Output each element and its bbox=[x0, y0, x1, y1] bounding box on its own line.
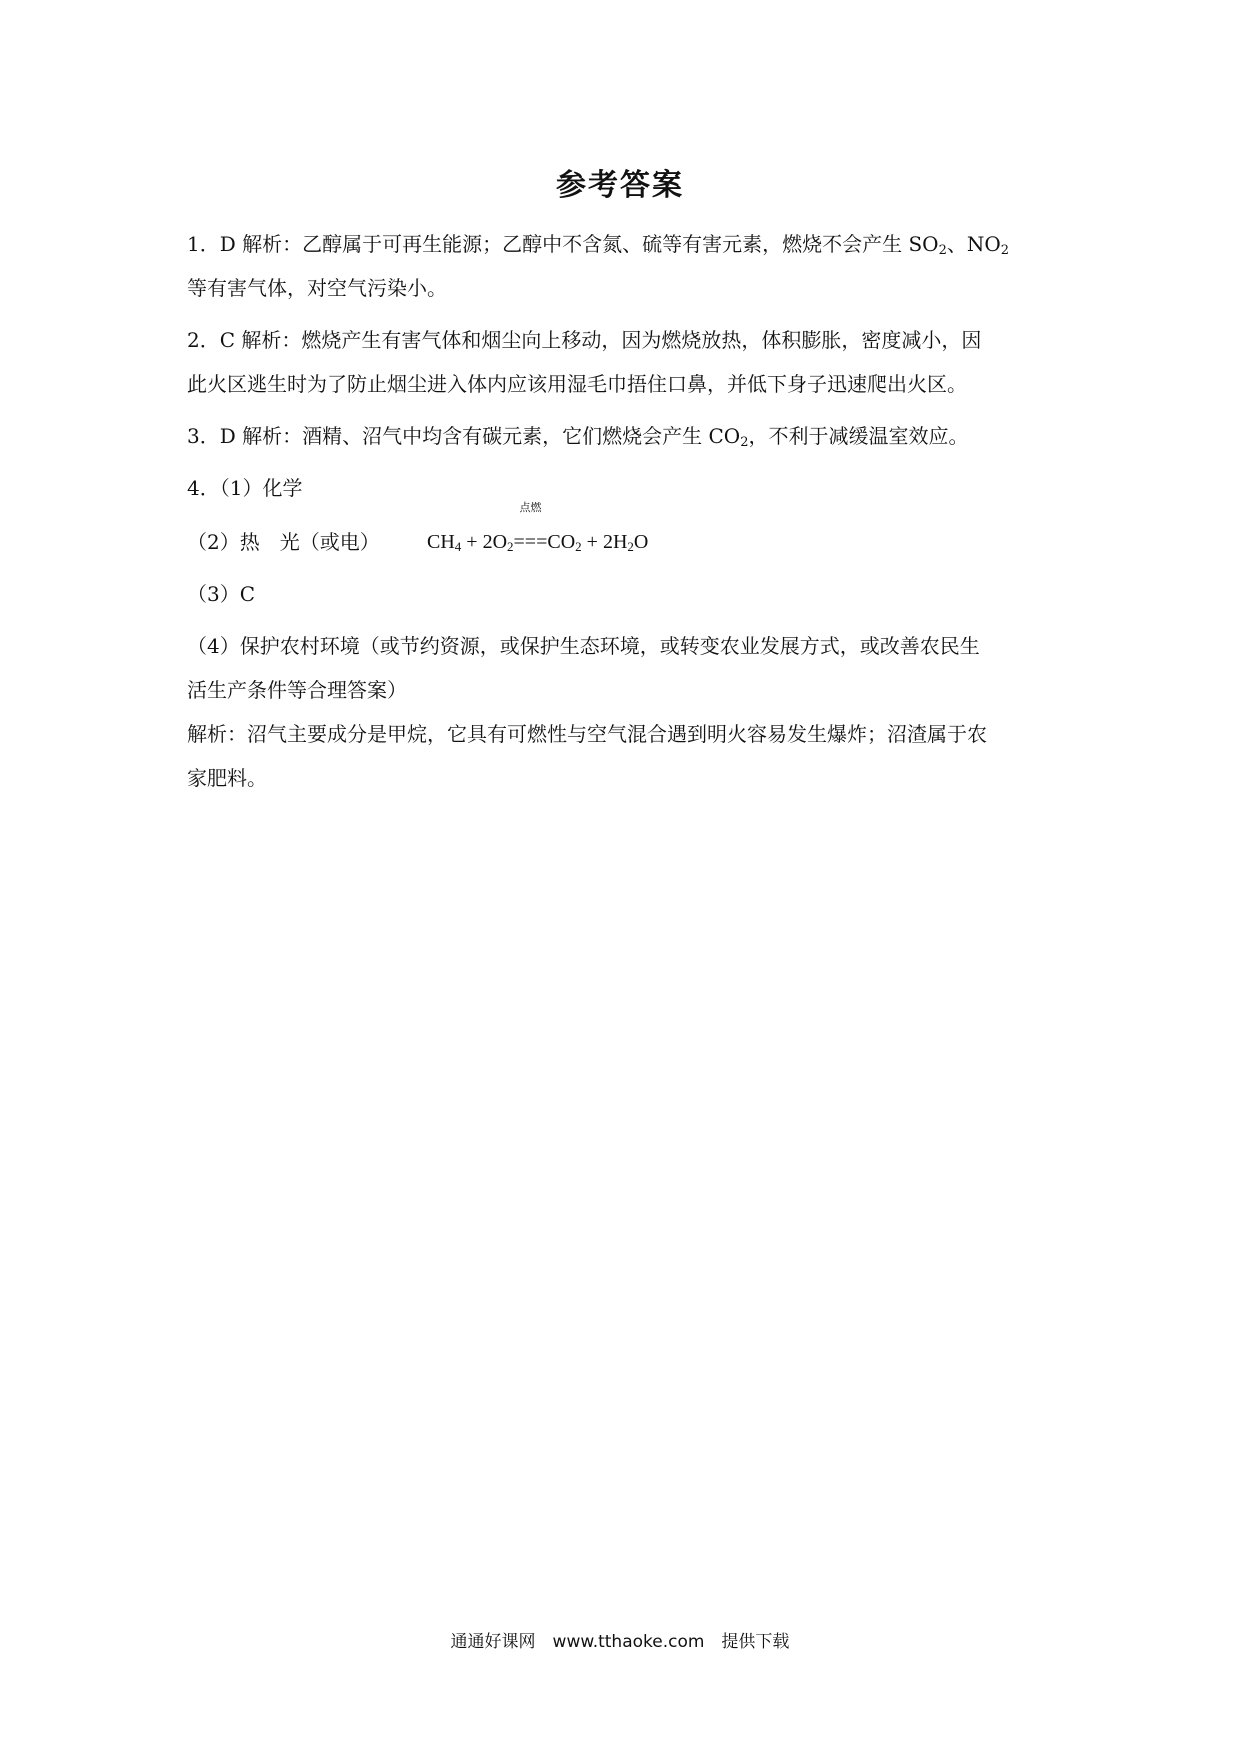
analysis-line1: 解析：沼气主要成分是甲烷，它具有可燃性与空气混合遇到明火容易发生爆炸；沼渣属于农 bbox=[187, 722, 987, 746]
answer-1 bbox=[187, 222, 1057, 310]
analysis-line2: 家肥料。 bbox=[187, 766, 267, 790]
answer-content bbox=[187, 222, 1057, 800]
chemical-equation bbox=[427, 501, 649, 564]
subscript: 2 bbox=[575, 539, 582, 554]
answer-4-part-4-line2: 活生产条件等合理答案） bbox=[187, 678, 407, 702]
eq-term: CH bbox=[427, 531, 455, 553]
answer-4-part-2 bbox=[187, 501, 1057, 564]
subscript: 2 bbox=[627, 539, 634, 554]
subscript: 2 bbox=[1000, 243, 1010, 258]
answer-4-part-4 bbox=[187, 624, 1057, 712]
answer-2-line2: 此火区逃生时为了防止烟尘进入体内应该用湿毛巾捂住口鼻，并低下身子迅速爬出火区。 bbox=[187, 372, 967, 396]
subscript: 2 bbox=[740, 435, 749, 450]
answer-1-text: 1．D 解析：乙醇属于可再生能源；乙醇中不含氮、硫等有害元素，燃烧不会产生 SO bbox=[187, 232, 939, 256]
answer-3 bbox=[187, 414, 1057, 458]
answer-1-line2: 等有害气体，对空气污染小。 bbox=[187, 276, 447, 300]
subscript: 4 bbox=[454, 539, 462, 554]
eq-term: + 2O bbox=[461, 531, 508, 553]
page-title: 参考答案 bbox=[556, 168, 684, 203]
answer-4-part-2-label: （2）热 光（或电） bbox=[187, 530, 380, 554]
eq-term: CO bbox=[547, 531, 576, 553]
equals-arrow: === bbox=[513, 531, 548, 553]
answer-2 bbox=[187, 318, 1057, 406]
answer-2-line1: 2．C 解析：燃烧产生有害气体和烟尘向上移动，因为燃烧放热，体积膨胀，密度减小，因 bbox=[187, 328, 982, 352]
answer-4-analysis bbox=[187, 712, 1057, 800]
eq-term: O bbox=[633, 531, 649, 553]
answer-3-text-cont: ，不利于减缓温室效应。 bbox=[748, 424, 969, 448]
reaction-condition: 点燃 bbox=[519, 501, 542, 514]
answer-4-part-1: 4．（1）化学 bbox=[187, 476, 303, 500]
eq-term: + 2H bbox=[581, 531, 628, 553]
page-footer: 通通好课网 www.tthaoke.com 提供下载 bbox=[450, 1632, 790, 1652]
answer-4-part-3: （3）C bbox=[187, 582, 256, 606]
subscript: 2 bbox=[938, 243, 947, 258]
reaction-arrow bbox=[513, 501, 548, 564]
answer-1-text-cont: 、NO bbox=[946, 232, 1001, 256]
answer-4-part-4-line1: （4）保护农村环境（或节约资源，或保护生态环境，或转变农业发展方式，或改善农民生 bbox=[187, 634, 980, 658]
answer-3-text: 3．D 解析：酒精、沼气中均含有碳元素，它们燃烧会产生 CO bbox=[187, 424, 741, 448]
subscript: 2 bbox=[507, 539, 514, 554]
